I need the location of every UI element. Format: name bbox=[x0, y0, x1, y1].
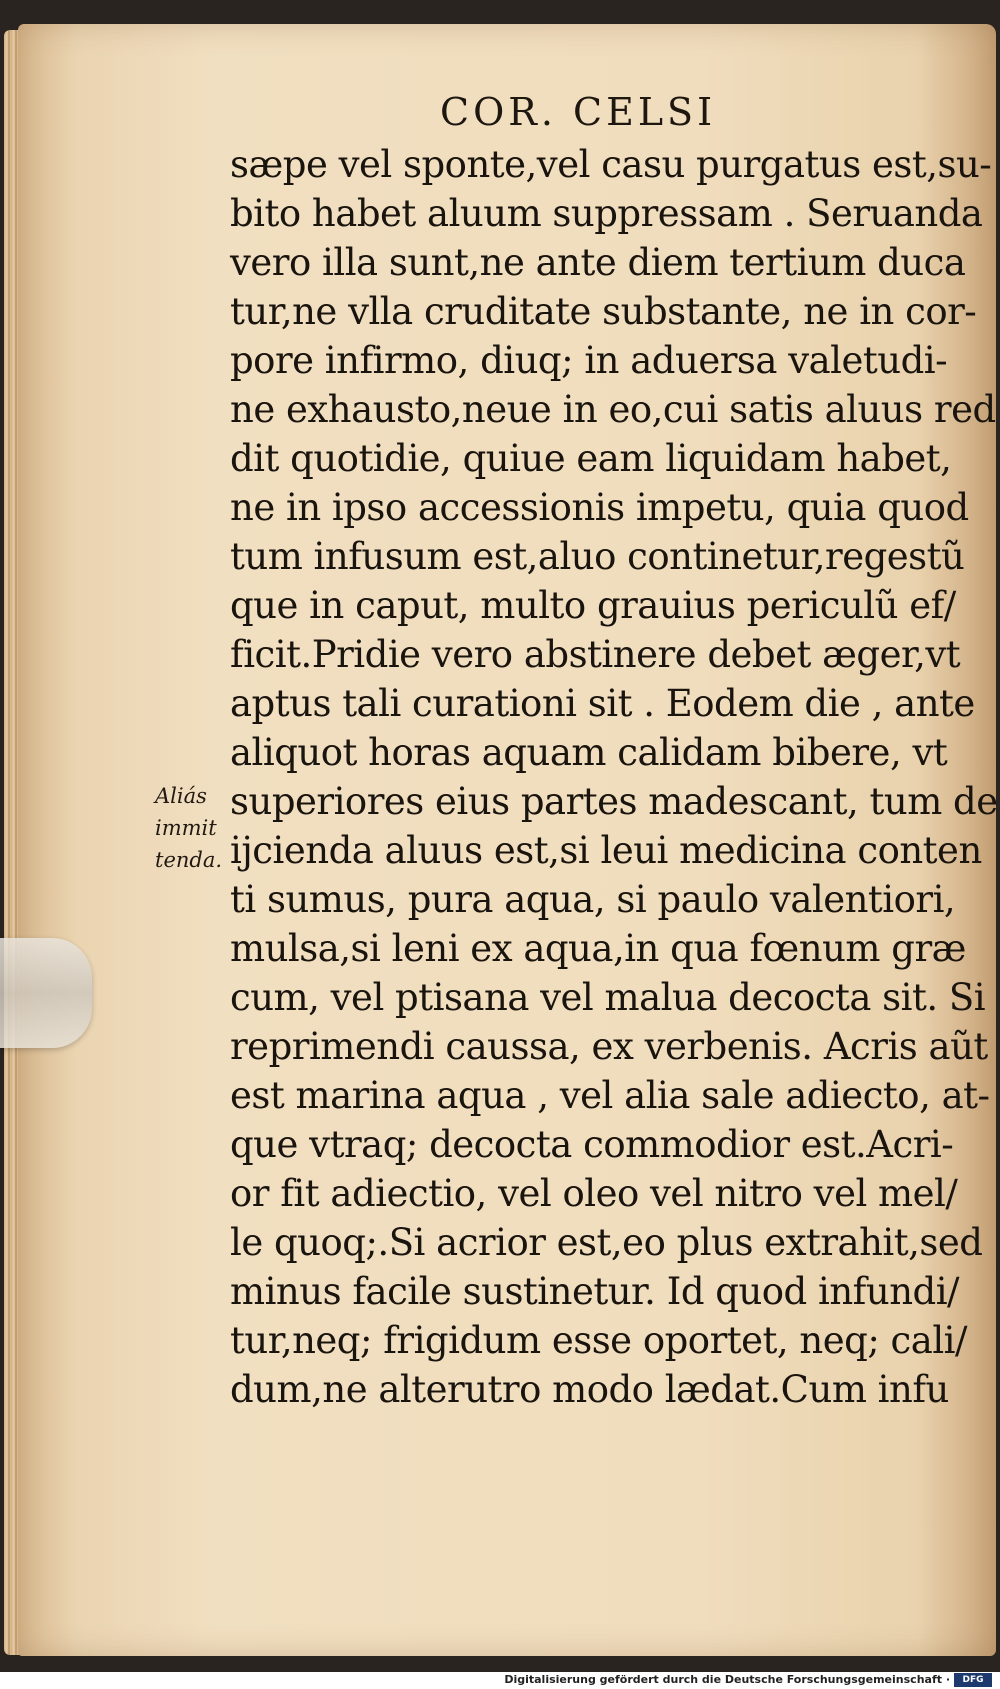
margin-note bbox=[155, 780, 235, 876]
text-line: ne in ipso accessionis impetu, quia quod bbox=[230, 486, 969, 529]
text-line: superiores eius partes madescant, tum de bbox=[230, 780, 998, 823]
text-line: le quoq;.Si acrior est,eo plus extrahit,sed bbox=[230, 1221, 983, 1264]
text-line: tur,ne vlla cruditate substante, ne in cor- bbox=[230, 290, 977, 333]
text-line: ne exhausto,neue in eo,cui satis aluus red bbox=[230, 388, 996, 431]
text-line: sæpe vel sponte,vel casu purgatus est,su- bbox=[230, 143, 992, 186]
text-line: ficit.Pridie vero abstinere debet æger,vt bbox=[230, 633, 961, 676]
text-line: dit quotidie, quiue eam liquidam habet, bbox=[230, 437, 952, 480]
text-line: mulsa,si leni ex aqua,in qua fœnum græ bbox=[230, 927, 966, 970]
page-clip bbox=[0, 938, 92, 1048]
margin-note-line: Aliás bbox=[155, 784, 207, 808]
text-line: tur,neq; frigidum esse oportet, neq; cali/ bbox=[230, 1319, 967, 1362]
text-line: tum infusum est,aluo continetur,regestũ bbox=[230, 535, 965, 578]
text-line: cum, vel ptisana vel malua decocta sit. Si bbox=[230, 976, 986, 1019]
text-line: reprimendi caussa, ex verbenis. Acris aũt bbox=[230, 1025, 988, 1068]
text-line: pore infirmo, diuq; in aduersa valetudi- bbox=[230, 339, 948, 382]
text-line: ijcienda aluus est,si leui medicina conten bbox=[230, 829, 982, 872]
text-line: dum,ne alterutro modo lædat.Cum infu bbox=[230, 1368, 949, 1411]
text-line: que vtraq; decocta commodior est.Acri- bbox=[230, 1123, 954, 1166]
funding-credit: Digitalisierung gefördert durch die Deutsche Forschungsgemeinschaft · bbox=[504, 1673, 950, 1686]
text-line: or fit adiectio, vel oleo vel nitro vel mel/ bbox=[230, 1172, 958, 1215]
text-line: minus facile sustinetur. Id quod infundi/ bbox=[230, 1270, 960, 1313]
text-line: est marina aqua , vel alia sale adiecto, at- bbox=[230, 1074, 990, 1117]
body-text bbox=[230, 140, 998, 1414]
text-line: bito habet aluum suppressam . Seruanda bbox=[230, 192, 983, 235]
dfg-logo: DFG bbox=[954, 1673, 992, 1687]
running-header: COR. CELSI bbox=[440, 90, 717, 134]
text-line: aliquot horas aquam calidam bibere, vt bbox=[230, 731, 948, 774]
footer-bar bbox=[0, 1672, 1000, 1689]
text-line: ti sumus, pura aqua, si paulo valentiori, bbox=[230, 878, 956, 921]
text-line: vero illa sunt,ne ante diem tertium duca bbox=[230, 241, 966, 284]
text-line: que in caput, multo grauius periculũ ef/ bbox=[230, 584, 956, 627]
margin-note-line: immit bbox=[155, 816, 217, 840]
text-line: aptus tali curationi sit . Eodem die , ante bbox=[230, 682, 975, 725]
margin-note-line: tenda. bbox=[155, 848, 223, 872]
